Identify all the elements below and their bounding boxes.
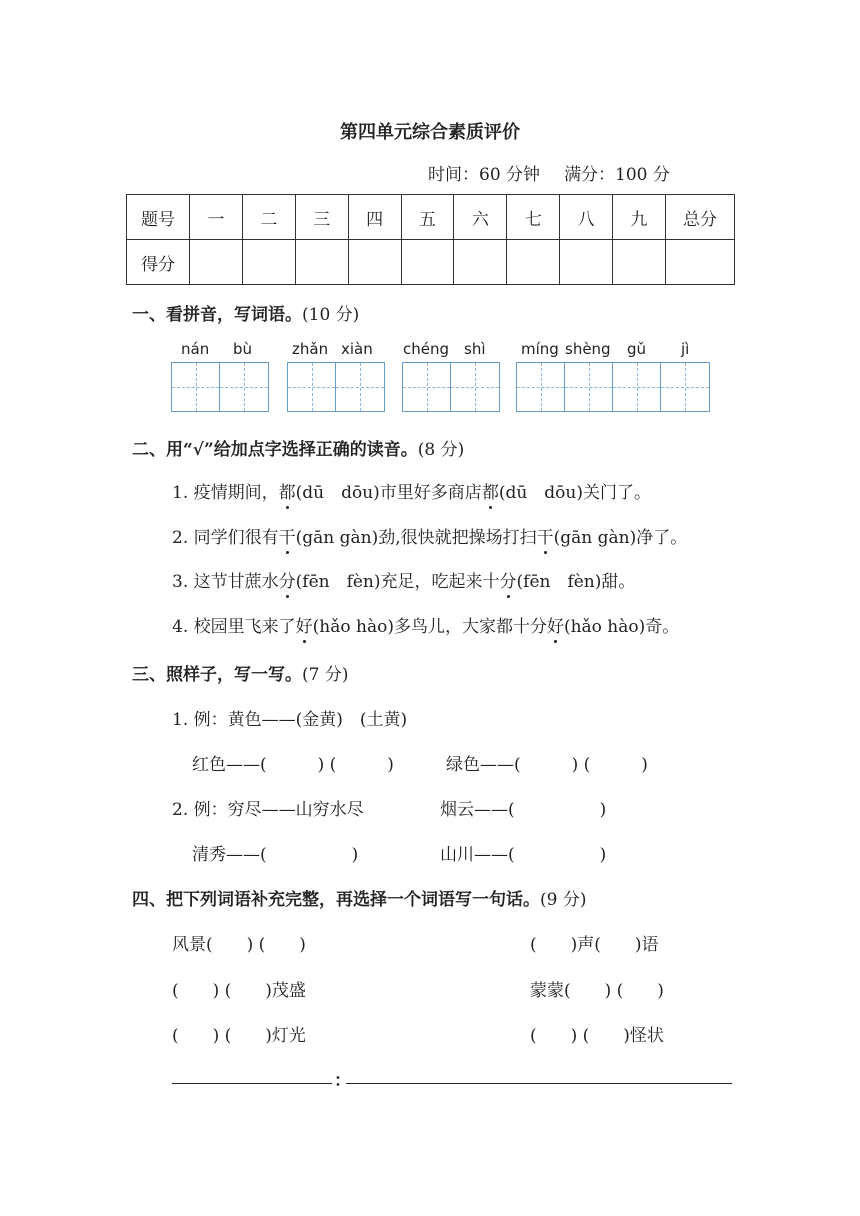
- score-table-header-row: [127, 195, 735, 240]
- reading-options[interactable]: (gān gàn)劲,很快就把操场打扫: [295, 528, 537, 548]
- dotted-char[interactable]: 都: [279, 478, 296, 503]
- score-cell[interactable]: [454, 240, 507, 285]
- word-completion[interactable]: ( ) ( )灯光: [172, 1026, 306, 1046]
- pinyin-group-1: [171, 340, 269, 412]
- score-header: 总分: [666, 195, 735, 240]
- pinyin: zhǎn: [292, 340, 329, 358]
- score-header: 题号: [127, 195, 190, 240]
- exam-full-score: 满分：100 分: [564, 165, 670, 185]
- pinyin: shèng: [565, 340, 611, 358]
- score-header: 九: [613, 195, 666, 240]
- question-2-2: [172, 523, 687, 548]
- dotted-char[interactable]: 都: [482, 478, 499, 503]
- fill-blank[interactable]: 红色——( ) ( ): [192, 755, 394, 775]
- writing-grid: [516, 362, 710, 412]
- fill-blank[interactable]: 烟云——( ): [440, 800, 607, 820]
- dotted-char[interactable]: 干: [537, 523, 554, 548]
- reading-options[interactable]: (hǎo hào)多鸟儿，大家都十分: [312, 617, 547, 637]
- reading-options[interactable]: (hǎo hào)奇。: [563, 617, 680, 637]
- question-2-4: [172, 612, 679, 637]
- question-number: 4.: [172, 617, 189, 637]
- exam-time: 时间：60 分钟: [428, 165, 541, 185]
- score-cell[interactable]: [242, 240, 295, 285]
- score-header: 八: [560, 195, 613, 240]
- reading-options[interactable]: (dū dōu)市里好多商店: [295, 483, 482, 503]
- pinyin: chéng: [403, 340, 450, 358]
- pinyin: xiàn: [341, 340, 373, 358]
- question-2-3: [172, 567, 635, 592]
- word-completion[interactable]: ( ) ( )茂盛: [172, 981, 306, 1001]
- section-3-points: (7 分): [302, 665, 349, 685]
- pinyin: jì: [681, 340, 690, 358]
- question-number: 1.: [172, 483, 189, 503]
- fill-blank[interactable]: 清秀——( ): [192, 845, 359, 865]
- pinyin: shì: [464, 340, 486, 358]
- word-completion[interactable]: 风景( ) ( ): [172, 935, 306, 955]
- fill-blank[interactable]: 山川——( ): [440, 845, 607, 865]
- dotted-char[interactable]: 分: [500, 567, 517, 592]
- pinyin: gǔ: [627, 340, 647, 358]
- question-text: 校园里飞来了: [193, 617, 296, 637]
- example-1: 1. 例：黄色——(金黄) (土黄): [172, 710, 408, 730]
- writing-grid: [402, 362, 500, 412]
- writing-cell[interactable]: [403, 363, 451, 411]
- question-text: 这节甘蔗水: [193, 572, 279, 592]
- writing-cell[interactable]: [565, 363, 613, 411]
- word-completion[interactable]: ( ) ( )怪状: [530, 1026, 664, 1046]
- writing-cell[interactable]: [451, 363, 499, 411]
- answer-line-sentence[interactable]: [346, 1083, 732, 1084]
- score-header: 五: [401, 195, 454, 240]
- score-header: 一: [190, 195, 243, 240]
- section-4-points: (9 分): [540, 890, 587, 910]
- section-3-title: 三、照样子，写一写。: [132, 665, 302, 685]
- reading-options[interactable]: (gān gàn)净了。: [553, 528, 688, 548]
- example-2: 2. 例：穷尽——山穷水尽: [172, 800, 364, 820]
- section-2-heading: [132, 435, 464, 460]
- score-table-score-row: [127, 240, 735, 285]
- word-completion[interactable]: 蒙蒙( ) ( ): [530, 981, 664, 1001]
- score-cell[interactable]: [666, 240, 735, 285]
- reading-options[interactable]: (fēn fèn)充足，吃起来十: [295, 572, 500, 592]
- dotted-char[interactable]: 分: [279, 567, 296, 592]
- reading-options[interactable]: (fēn fèn)甜。: [516, 572, 636, 592]
- pinyin-group-3: [402, 340, 500, 412]
- answer-colon: ：: [334, 1071, 351, 1091]
- score-cell[interactable]: [507, 240, 560, 285]
- writing-cell[interactable]: [172, 363, 220, 411]
- score-cell[interactable]: [401, 240, 454, 285]
- pinyin-group-4: [516, 340, 710, 412]
- score-table: [126, 194, 735, 285]
- writing-cell[interactable]: [517, 363, 565, 411]
- section-3-heading: [132, 660, 348, 685]
- score-header: 六: [454, 195, 507, 240]
- answer-line-word[interactable]: [172, 1083, 332, 1084]
- section-1-title: 一、看拼音，写词语。: [132, 305, 302, 325]
- fill-blank[interactable]: 绿色——( ) ( ): [446, 755, 648, 775]
- pinyin: míng: [521, 340, 559, 358]
- score-cell[interactable]: [613, 240, 666, 285]
- question-2-1: [172, 478, 651, 503]
- section-2-points: (8 分): [417, 440, 465, 460]
- score-cell[interactable]: [560, 240, 613, 285]
- question-number: 3.: [172, 572, 189, 592]
- score-header: 二: [242, 195, 295, 240]
- section-1-heading: [132, 300, 359, 325]
- score-header: 七: [507, 195, 560, 240]
- score-cell[interactable]: [348, 240, 401, 285]
- page-title: 第四单元综合素质评价: [340, 122, 520, 143]
- pinyin: nán: [181, 340, 210, 358]
- writing-cell[interactable]: [288, 363, 336, 411]
- writing-cell[interactable]: [613, 363, 661, 411]
- section-4-heading: [132, 885, 586, 910]
- pinyin-group-2: [287, 340, 385, 412]
- section-2-title: 二、用“√”给加点字选择正确的读音。: [132, 440, 418, 460]
- section-1-points: (10 分): [302, 305, 360, 325]
- question-number: 2.: [172, 528, 189, 548]
- question-text: 同学们很有: [193, 528, 279, 548]
- writing-cell[interactable]: [336, 363, 384, 411]
- writing-cell[interactable]: [220, 363, 268, 411]
- dotted-char[interactable]: 好: [547, 612, 564, 637]
- word-completion[interactable]: ( )声( )语: [530, 935, 659, 955]
- reading-options[interactable]: (dū dōu)关门了。: [498, 483, 651, 503]
- score-cell[interactable]: [295, 240, 348, 285]
- pinyin: bù: [233, 340, 253, 358]
- dotted-char[interactable]: 好: [296, 612, 313, 637]
- question-text: 疫情期间，: [193, 483, 279, 503]
- writing-grid: [171, 362, 269, 412]
- writing-grid: [287, 362, 385, 412]
- section-4-title: 四、把下列词语补充完整，再选择一个词语写一句话。: [132, 890, 540, 910]
- score-row-label: 得分: [127, 240, 190, 285]
- exam-meta: [428, 160, 694, 185]
- writing-cell[interactable]: [661, 363, 709, 411]
- score-header: 四: [348, 195, 401, 240]
- score-header: 三: [295, 195, 348, 240]
- score-cell[interactable]: [190, 240, 243, 285]
- dotted-char[interactable]: 干: [279, 523, 296, 548]
